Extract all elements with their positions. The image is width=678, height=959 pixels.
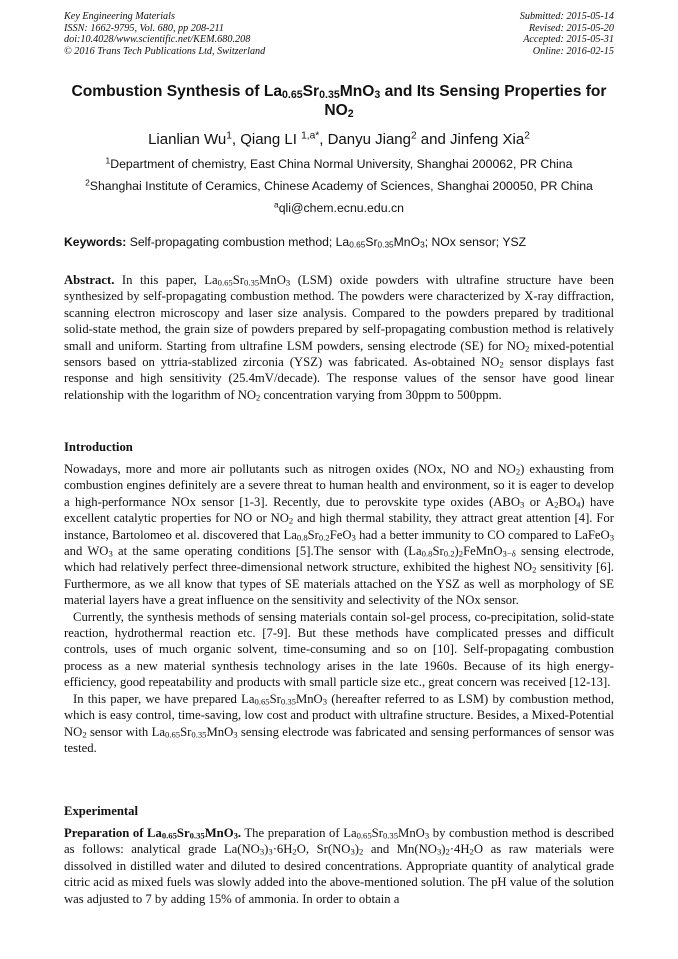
section-heading-experimental: Experimental [64,804,139,818]
experimental-body: Preparation of $La_{0.65}Sr_{0.35}MnO_3$. The preparation of $La_{0.65}Sr_{0.35}MnO_3$ by combustion method is described as follows: analytical grade $La(NO_3)_3\cdot 6H_2O$, $Sr(NO_3)_2$ and $Mn(NO_3)_2\cdot 4H_2O$ as raw materials were dissolved in distilled water and diluted to desired concentrations. Appropriate quantity of analytical grade citric acid as mixed fuels was slowly added into the above-mentioned solution. The pH value of the solution was adjusted to 7 by adding 15% of ammonia. In order to obtain a [64,826,615,906]
intro-paragraph-3: In this paper, we have prepared $La_{0.65}Sr_{0.35}MnO_3$ (hereafter referred to as LSM) by combustion method, which is easy control, time-saving, low cost and product with ultrafine structure. Besides, a Mixed-Potential $NO_2$ sensor with $La_{0.65}Sr_{0.35}MnO_3$ sensing electrode was fabricated and sensing performances of sensor was tested. [64,691,615,755]
keywords: Keywords: Self-propagating combustion method; $La_{0.65}Sr_{0.35}MnO_3$; NOx sensor; YSZ [64,235,527,250]
submitted-date: Submitted: 2015-05-14 [519,11,614,22]
doi-line: doi:10.4028/www.scientific.net/KEM.680.208 [64,34,251,46]
intro-paragraph-2: Currently, the synthesis methods of sensing materials contain sol-gel process, co-precipitation, solid-state reaction, hydrothermal reaction etc. [7-9]. But these methods have complicated presses and difficult controls, uses of much organic solvent, time-consuming and so on [10]. Self-propagating combustion process as a new material synthesis technology arises in the late 1960s. Because of its high energy-efficiency, good repeatability and products with small particle size etc., great concern was received [12-13]. [64,609,614,690]
journal-name: Key Engineering Materials [64,11,175,22]
online-date: Online: 2016-02-15 [532,45,614,57]
abstract-label: Abstract. [64,273,115,287]
abstract: Abstract. In this paper, $La_{0.65}Sr_{0.35}MnO_3$ (LSM) oxide powders with ultrafine structure have been synthesized by self-propagating combustion method. The powders were characterized by X-ray diffraction, scanning electron microscopy and laser size analysis. Compared to the powders prepared by traditional solid-state method, the grain size of powders prepared by self-propagating combustion method is relatively small and uniform. Starting from ultrafine LSM powders, sensing electrode (SE) for $NO_2$ mixed-potential sensors based on yttria-stablized zirconia (YSZ) was fabricated. As-obtained $NO_2$ sensor displays fast response and high sensitivity (25.4mV/decade). The response values of the sensor have good linear relationship with the logarithm of $NO_2$ concentration varying from 30ppm to 500ppm. [64,273,614,403]
author-name: Qiang LI [240,131,302,148]
author-name: Lianlian Wu [148,131,227,148]
affiliation-2: $^2$Shanghai Institute of Ceramics, Chinese Academy of Sciences, Shanghai 200050, PR China [85,177,593,193]
author-name: Jinfeng Xia [450,131,525,148]
introduction-body [64,461,614,756]
copyright-line: © 2016 Trans Tech Publications Ltd, Switzerland [64,45,266,57]
author-name: Danyu Jiang [327,131,411,148]
revised-date: Revised: 2015-05-20 [528,22,614,34]
paper-title: Combustion Synthesis of $La_{0.65}Sr_{0.35}MnO_3$ and Its Sensing Properties for $NO_2$ [71,83,607,121]
corresponding-email: $^a$qli@chem.ecnu.edu.cn [274,199,404,215]
journal-header-right [520,11,614,57]
affiliation-1: $^1$Department of chemistry, East China Normal University, Shanghai 200062, PR China [105,155,573,171]
issn-line: ISSN: 1662-9795, Vol. 680, pp 208-211 [64,22,224,34]
intro-paragraph-1: Nowadays, more and more air pollutants such as nitrogen oxides (NOx, NO and $NO_2$) exhausting from combustion engines definitely are a severe threat to human health and environment, so it is eager to develop a high-performance NOx sensor [1-3]. Recently, due to perovskite type oxides ($ABO_3$ or $A_2BO_4$) have excellent catalytic properties for NO or $NO_2$ and high thermal stability, they attract great attention [4]. For instance, Bartolomeo et al. discovered that $La_{0.8}Sr_{0.2}FeO_3$ had a better immunity to CO compared to LaFeO$_3$ and $WO_3$ at the same operating conditions [5].The sensor with $(La_{0.8}Sr_{0.2})_2FeMnO_{3-\delta}$ sensing electrode, which had relatively perfect three-dimensional network structure, exhibited the highest $NO_2$ sensitivity [6]. Furthermore, as we all know that types of SE materials attached on the YSZ as well as morphology of SE material layers have a great influence on the sensitivity and selectivity of the NOx sensor. [64,462,614,608]
subsection-heading-preparation: Preparation of $La_{0.65}Sr_{0.35}MnO_3$. [64,826,242,841]
accepted-date: Accepted: 2015-05-31 [523,34,614,46]
author-list: Lianlian Wu$^1$, Qiang LI $^{1,a*}$, Danyu Jiang$^2$ and Jinfeng Xia$^2$ [148,130,530,148]
journal-header-left [64,11,265,57]
keywords-label: Keywords: [64,235,127,249]
section-heading-introduction: Introduction [64,440,133,454]
